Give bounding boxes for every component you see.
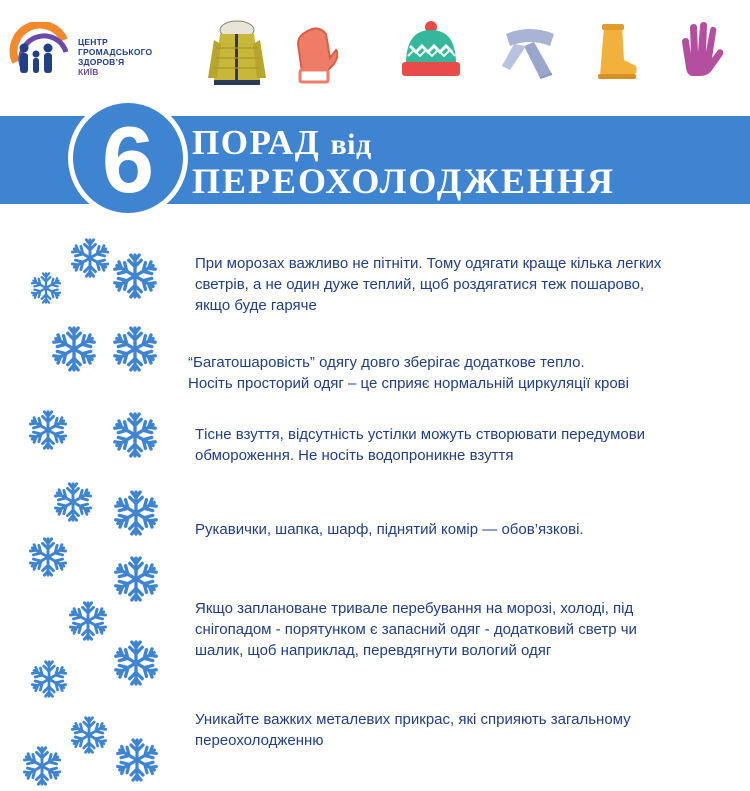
snowflake-icon <box>115 738 159 782</box>
snowflake-icon <box>113 640 159 686</box>
tip-line: обмороження. Не носіть водопроникне взуття <box>195 447 514 464</box>
snowflake-icon <box>112 412 158 458</box>
title-word: ПОРАД <box>192 123 321 162</box>
tip-4 <box>195 519 735 540</box>
tip-line: Якщо заплановане тривале перебування на морозі, холоді, під <box>195 600 634 617</box>
logo-city: КИЇВ <box>78 67 99 77</box>
tip-line: “Багатошаровість” одягу довго зберігає додаткове тепло. <box>188 354 585 371</box>
logo-line: ЗДОРОВ’Я <box>78 57 125 67</box>
snowflake-icon <box>112 253 158 299</box>
jacket-icon <box>208 20 266 88</box>
glove-icon <box>672 20 724 84</box>
snowflake-icon <box>22 746 62 786</box>
knit-hat-icon <box>400 20 462 78</box>
tip-line: шалик, щоб наприклад, перевдягнути вологий одяг <box>195 642 552 659</box>
tip-line: Носіть просторий одяг – це сприяє нормальній циркуляції крові <box>188 375 629 392</box>
tip-line: светрів, а не один дуже теплий, щоб роздягатися теж пошарово, <box>195 276 645 293</box>
boot-icon <box>594 22 638 82</box>
tip-2 <box>188 352 728 394</box>
snowflake-icon <box>70 238 110 278</box>
snowflake-icon <box>51 326 97 372</box>
banner-title-line2: ПЕРЕОХОЛОДЖЕННЯ <box>192 161 615 201</box>
banner-title-line1 <box>192 125 615 163</box>
tip-line: Уникайте важких металевих прикрас, які сприяють загальному <box>195 711 631 728</box>
tip-5 <box>195 598 735 661</box>
snowflake-icon <box>68 601 108 641</box>
clothing-icons-row <box>0 0 750 100</box>
scarf-icon <box>500 22 560 82</box>
tip-line: Рукавички, шапка, шарф, піднятий комір — обов’язкові. <box>195 521 584 538</box>
logo-line: ЦЕНТР <box>78 37 108 47</box>
tips-count: 6 <box>101 107 155 212</box>
tip-line: переохолодженню <box>195 732 324 749</box>
snowflake-icon <box>28 537 68 577</box>
snowflake-icon <box>113 490 159 536</box>
tip-3 <box>195 424 735 466</box>
snowflake-icon <box>28 410 68 450</box>
tip-6 <box>195 709 735 751</box>
logo-line: ГРОМАДСЬКОГО <box>78 47 153 57</box>
title-word: від <box>330 128 372 161</box>
snowflake-icon <box>70 716 108 754</box>
snowflake-icon <box>53 482 93 522</box>
snowflake-icon <box>112 326 158 372</box>
snowflake-icon <box>30 272 62 304</box>
snowflake-icon <box>30 660 68 698</box>
tip-line: снігопадом - порятунком є запасний одяг - додатковий светр чи <box>195 621 637 638</box>
tip-line: якщо буде гаряче <box>195 297 317 314</box>
snowflake-icon <box>113 556 159 602</box>
tip-line: Тісне взуття, відсутність устілки можуть створювати передумови <box>195 426 646 443</box>
mitten-icon <box>292 24 338 84</box>
tip-1 <box>195 253 735 316</box>
tip-line: При морозах важливо не пітніти. Тому одягати краще кілька легких <box>195 255 662 272</box>
banner-title <box>192 125 615 199</box>
